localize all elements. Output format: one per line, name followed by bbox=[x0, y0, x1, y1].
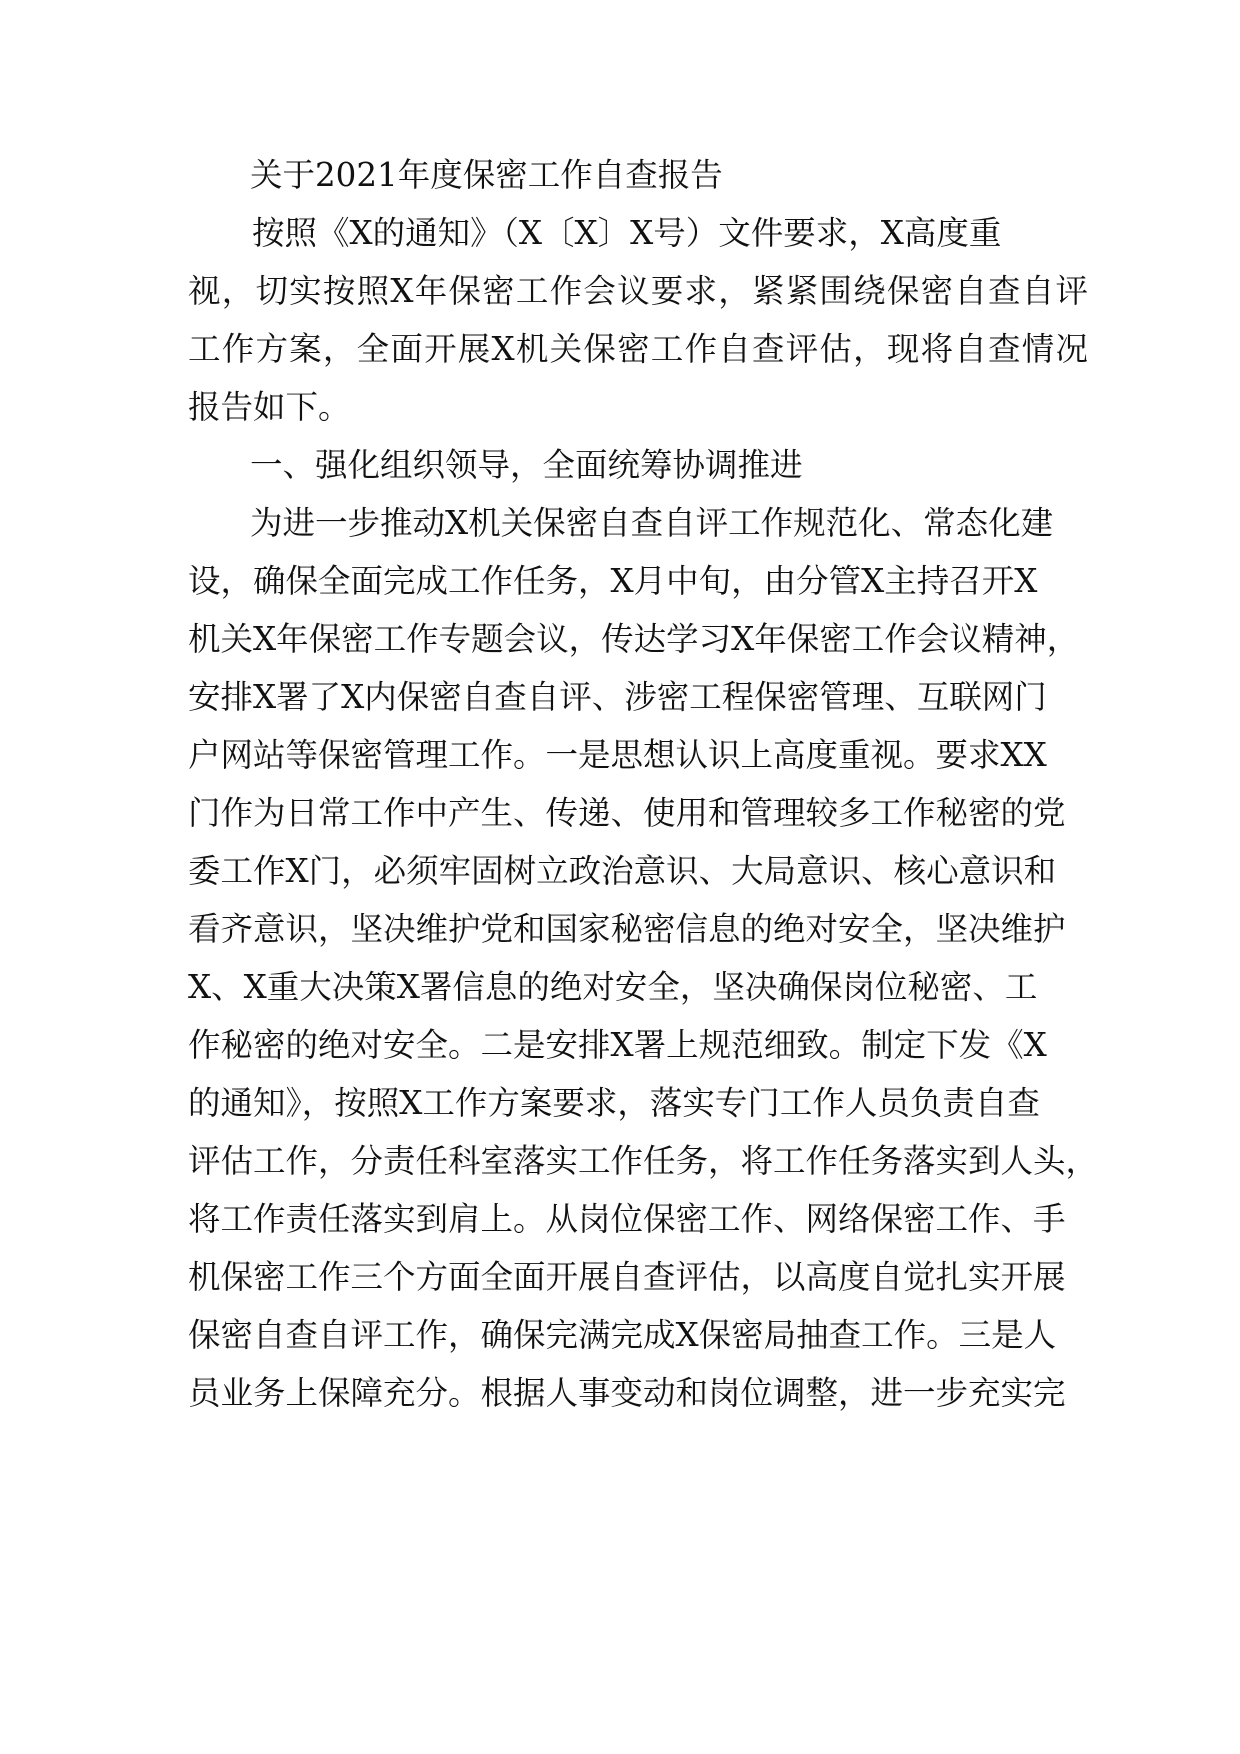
paragraph-line: 机关X年保密工作专题会议，传达学习X年保密工作会议精神， bbox=[188, 620, 1080, 658]
paragraph-line: 委工作X门，必须牢固树立政治意识、大局意识、核心意识和 bbox=[188, 852, 1057, 890]
paragraph-line: 门作为日常工作中产生、传递、使用和管理较多工作秘密的党 bbox=[188, 794, 1066, 832]
paragraph-line: 为进一步推动X机关保密自查自评工作规范化、常态化建 bbox=[250, 504, 1054, 542]
paragraph-line: 作秘密的绝对安全。二是安排X署上规范细致。制定下发《X bbox=[188, 1026, 1047, 1064]
paragraph-line: 安排X署了X内保密自查自评、涉密工程保密管理、互联网门 bbox=[188, 678, 1047, 716]
document-title: 关于2021年度保密工作自查报告 bbox=[250, 156, 723, 194]
paragraph-line: 看齐意识，坚决维护党和国家秘密信息的绝对安全，坚决维护 bbox=[188, 910, 1066, 948]
paragraph-line: 的通知》，按照X工作方案要求，落实专门工作人员负责自查 bbox=[188, 1084, 1040, 1122]
section-heading: 一、强化组织领导，全面统筹协调推进 bbox=[250, 446, 803, 484]
paragraph-line: 按照《X的通知》（X〔X〕X号）文件要求，X高度重 bbox=[252, 214, 1002, 252]
paragraph-line: 工作方案，全面开展X机关保密工作自查评估，现将自查情况 bbox=[188, 330, 1088, 368]
paragraph-line: 设，确保全面完成工作任务，X月中旬，由分管X主持召开X bbox=[188, 562, 1038, 600]
paragraph-line: 视，切实按照X年保密工作会议要求，紧紧围绕保密自查自评 bbox=[188, 272, 1088, 310]
paragraph-line: 户网站等保密管理工作。一是思想认识上高度重视。要求XX bbox=[188, 736, 1047, 774]
paragraph-line: 将工作责任落实到肩上。从岗位保密工作、网络保密工作、手 bbox=[188, 1200, 1066, 1238]
paragraph-line: 报告如下。 bbox=[188, 388, 351, 426]
paragraph-line: 评估工作，分责任科室落实工作任务，将工作任务落实到人头， bbox=[188, 1142, 1099, 1180]
paragraph-line: X、X重大决策X署信息的绝对安全，坚决确保岗位秘密、工 bbox=[188, 968, 1038, 1006]
paragraph-line: 员业务上保障充分。根据人事变动和岗位调整，进一步充实完 bbox=[188, 1374, 1066, 1412]
paragraph-line: 机保密工作三个方面全面开展自查评估，以高度自觉扎实开展 bbox=[188, 1258, 1066, 1296]
paragraph-line: 保密自查自评工作，确保完满完成X保密局抽查工作。三是人 bbox=[188, 1316, 1057, 1354]
